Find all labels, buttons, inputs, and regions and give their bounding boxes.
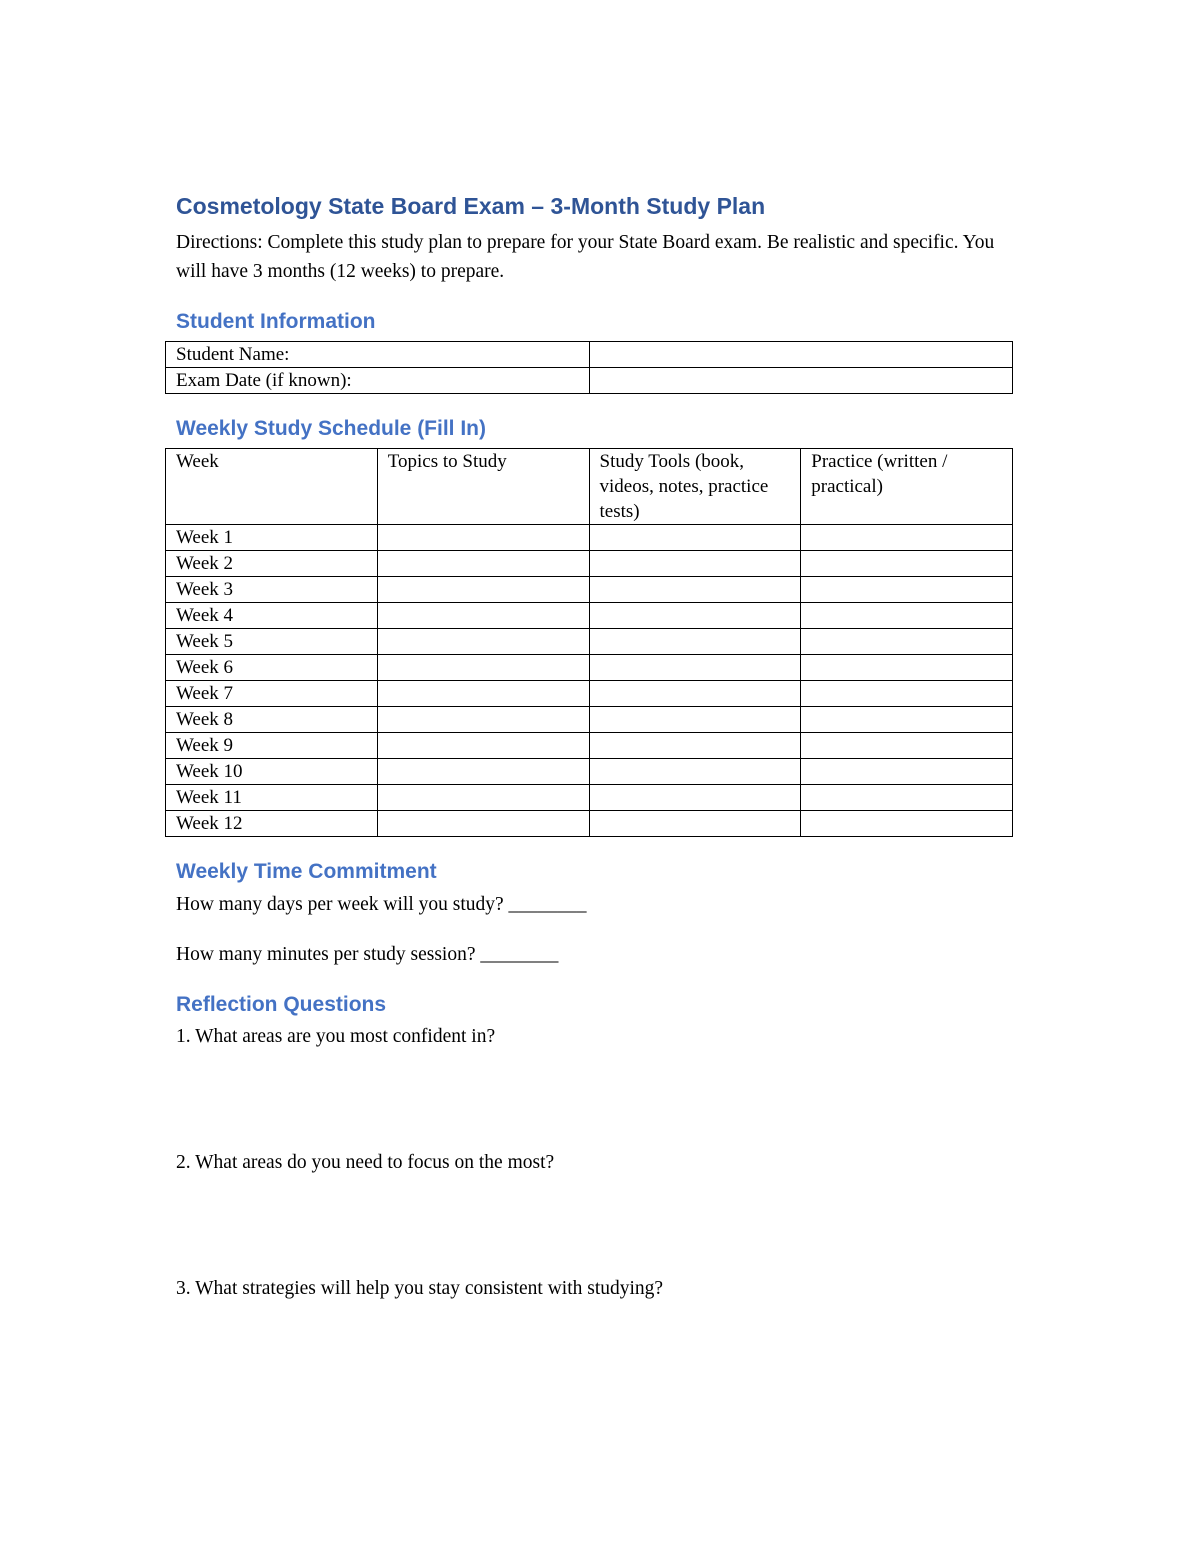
table-row xyxy=(166,785,1013,811)
practice-cell[interactable] xyxy=(801,655,1013,681)
topics-cell[interactable] xyxy=(377,785,589,811)
topics-cell[interactable] xyxy=(377,629,589,655)
topics-cell[interactable] xyxy=(377,733,589,759)
exam-date-label: Exam Date (if known): xyxy=(166,368,590,394)
topics-cell[interactable] xyxy=(377,577,589,603)
table-row xyxy=(166,655,1013,681)
days-per-week-question: How many days per week will you study? ________ xyxy=(176,894,587,915)
study-tools-cell[interactable] xyxy=(589,629,801,655)
student-info-table xyxy=(165,341,1013,394)
schedule-heading: Weekly Study Schedule (Fill In) xyxy=(176,417,487,440)
study-tools-cell[interactable] xyxy=(589,785,801,811)
practice-cell[interactable] xyxy=(801,603,1013,629)
topics-cell[interactable] xyxy=(377,707,589,733)
week-label: Week 7 xyxy=(166,681,378,707)
directions-text: Directions: Complete this study plan to prepare for your State Board exam. Be realistic and specific. You will have 3 months (12 weeks) to prepare. xyxy=(176,232,995,282)
topics-cell[interactable] xyxy=(377,759,589,785)
table-row xyxy=(166,681,1013,707)
topics-cell[interactable] xyxy=(377,551,589,577)
study-tools-cell[interactable] xyxy=(589,733,801,759)
study-tools-cell[interactable] xyxy=(589,603,801,629)
study-tools-cell[interactable] xyxy=(589,811,801,837)
study-tools-cell[interactable] xyxy=(589,681,801,707)
table-row xyxy=(166,551,1013,577)
reflection-heading: Reflection Questions xyxy=(176,993,387,1016)
minutes-per-session-question: How many minutes per study session? ________ xyxy=(176,944,559,965)
schedule-header-row xyxy=(166,449,1013,525)
reflection-question-1: 1. What areas are you most confident in? xyxy=(176,1026,496,1047)
document-title: Cosmetology State Board Exam – 3-Month Study Plan xyxy=(176,193,766,219)
week-label: Week 5 xyxy=(166,629,378,655)
study-tools-cell[interactable] xyxy=(589,707,801,733)
student-name-field[interactable] xyxy=(589,342,1013,368)
exam-date-field[interactable] xyxy=(589,368,1013,394)
table-row xyxy=(166,733,1013,759)
week-label: Week 6 xyxy=(166,655,378,681)
reflection-question-3: 3. What strategies will help you stay consistent with studying? xyxy=(176,1278,664,1299)
week-label: Week 11 xyxy=(166,785,378,811)
table-row xyxy=(166,811,1013,837)
table-row xyxy=(166,577,1013,603)
topics-cell[interactable] xyxy=(377,681,589,707)
week-label: Week 2 xyxy=(166,551,378,577)
topics-cell[interactable] xyxy=(377,655,589,681)
study-tools-cell[interactable] xyxy=(589,759,801,785)
table-row xyxy=(166,707,1013,733)
table-row xyxy=(166,759,1013,785)
table-row xyxy=(166,603,1013,629)
header-study-tools: Study Tools (book, videos, notes, practice tests) xyxy=(589,449,801,525)
week-label: Week 8 xyxy=(166,707,378,733)
student-info-heading: Student Information xyxy=(176,310,376,333)
practice-cell[interactable] xyxy=(801,629,1013,655)
practice-cell[interactable] xyxy=(801,681,1013,707)
study-tools-cell[interactable] xyxy=(589,525,801,551)
study-tools-cell[interactable] xyxy=(589,655,801,681)
student-name-label: Student Name: xyxy=(166,342,590,368)
table-row xyxy=(166,525,1013,551)
header-topics: Topics to Study xyxy=(377,449,589,525)
table-row xyxy=(166,368,1013,394)
week-label: Week 4 xyxy=(166,603,378,629)
reflection-question-2: 2. What areas do you need to focus on the most? xyxy=(176,1152,555,1173)
practice-cell[interactable] xyxy=(801,759,1013,785)
study-tools-cell[interactable] xyxy=(589,577,801,603)
week-label: Week 12 xyxy=(166,811,378,837)
time-commitment-heading: Weekly Time Commitment xyxy=(176,860,437,883)
practice-cell[interactable] xyxy=(801,785,1013,811)
header-practice: Practice (written / practical) xyxy=(801,449,1013,525)
practice-cell[interactable] xyxy=(801,811,1013,837)
table-row xyxy=(166,342,1013,368)
practice-cell[interactable] xyxy=(801,551,1013,577)
week-label: Week 9 xyxy=(166,733,378,759)
table-row xyxy=(166,629,1013,655)
practice-cell[interactable] xyxy=(801,733,1013,759)
schedule-table xyxy=(165,448,1013,837)
practice-cell[interactable] xyxy=(801,707,1013,733)
week-label: Week 10 xyxy=(166,759,378,785)
study-tools-cell[interactable] xyxy=(589,551,801,577)
document-page xyxy=(176,190,1016,1302)
topics-cell[interactable] xyxy=(377,811,589,837)
header-week: Week xyxy=(166,449,378,525)
practice-cell[interactable] xyxy=(801,577,1013,603)
topics-cell[interactable] xyxy=(377,603,589,629)
practice-cell[interactable] xyxy=(801,525,1013,551)
topics-cell[interactable] xyxy=(377,525,589,551)
week-label: Week 3 xyxy=(166,577,378,603)
week-label: Week 1 xyxy=(166,525,378,551)
